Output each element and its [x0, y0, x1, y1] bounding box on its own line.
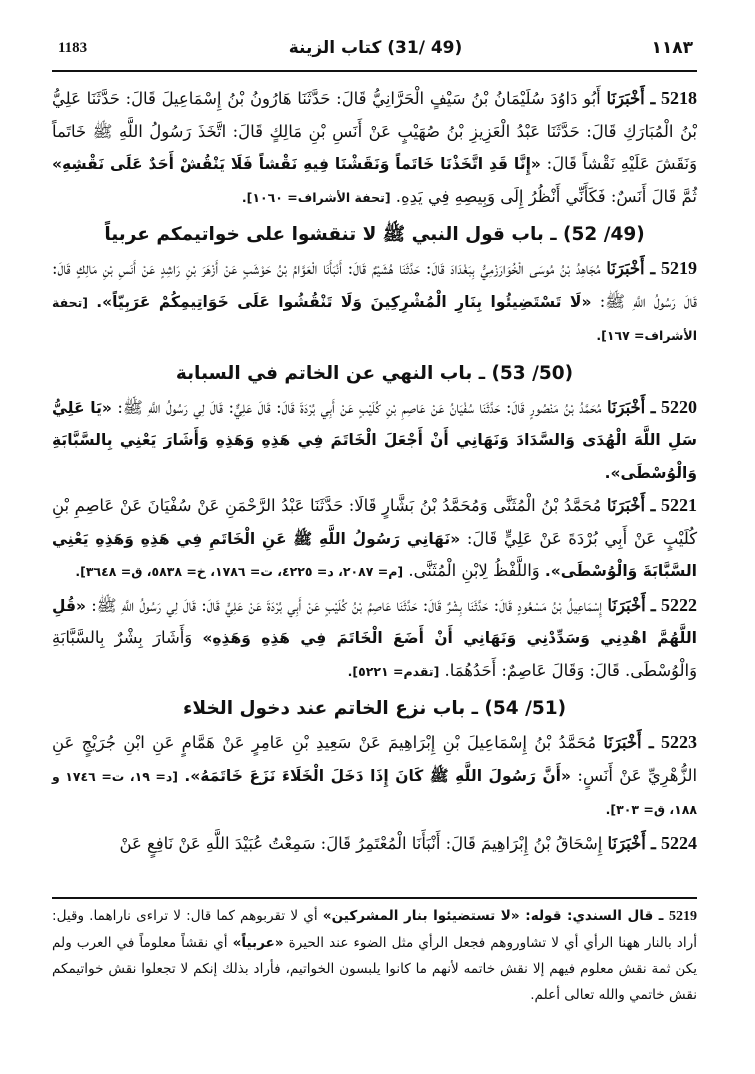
footnote-5219 [52, 903, 697, 1008]
hadith-number: 5224 [661, 832, 697, 853]
trailing-text: وَاللَّفْظُ لِابْنِ الْمُثَنَّى. [408, 561, 545, 580]
hadith-5222: 5222 ـ أَخْبَرَنَا إِسْمَاعِيلُ بْنُ مَسْعُودٍ قَالَ: حَدَّثَنَا بِشْرٌ قَالَ: حَدَّثَنَا عَاصِمُ بْنُ كُلَيْبٍ عَنْ أَبِي بُرْدَةَ عَنْ عَلِيٍّ قَالَ: قَالَ لِي رَسُولُ اللَّهِ ﷺ: «قُلِ اللَّهُمَّ اهْدِنِي وَسَدِّدْنِي وَنَهَانِي أَنْ أَضَعَ الْخَاتَمَ فِي هَذِهِ وَهَذِهِ» وَأَشَارَ بِشْرٌ بِالسَّبَّابَةِ وَالْوُسْطَى. قَالَ: وَقَالَ عَاصِمٌ: أَحَدُهُمَا. [تقدم= ٥٢٢١]. [52, 594, 697, 680]
footnote-lead: ـ قال السندي: قوله: [519, 908, 670, 924]
main-text [52, 82, 697, 890]
isnad-text: إِسْحَاقُ بْنُ إِبْرَاهِيمَ قَالَ: أَنْبَأَنَا الْمُعْتَمِرُ قَالَ: سَمِعْتُ عُبَيْدَ اللَّهِ عَنْ نَافِعٍ عَنْ [119, 833, 608, 853]
hadith-number: 5221 [660, 495, 697, 515]
hadith-number: 5223 [660, 732, 697, 752]
matn-text: «إِنَّا قَدِ اتَّخَذْنَا خَاتَماً وَنَقَشْنَا فِيهِ نَقْشاً فَلَا يَنْقُشْ أَحَدٌ عَلَى نَقْشِهِ» [52, 155, 541, 173]
intro-word: أَخْبَرَنَا [606, 397, 646, 417]
trailing-text: وَأَشَارَ بِشْرٌ بِالسَّبَّابَةِ وَالْوُسْطَى. قَالَ: وَقَالَ عَاصِمٌ: أَحَدُهُمَا. [52, 628, 697, 680]
hadith-5218: 5218 ـ أَخْبَرَنَا أَبُو دَاوُدَ سُلَيْمَانُ بْنُ سَيْفٍ الْحَرَّانِيُّ قَالَ: حَدَّثَنَا هَارُونُ بْنُ إِسْمَاعِيلَ قَالَ: حَدَّثَنَا عَلِيُّ بْنُ الْمُبَارَكِ قَالَ: حَدَّثَنَا عَبْدُ الْعَزِيزِ بْنُ صُهَيْبٍ عَنْ أَنَسِ بْنِ مَالِكٍ قَالَ: اتَّخَذَ رَسُولُ اللَّهِ ﷺ خَاتَماً وَنَقَشَ عَلَيْهِ نَقْشاً قَالَ: «إِنَّا قَدِ اتَّخَذْنَا خَاتَماً وَنَقَشْنَا فِيهِ نَقْشاً فَلَا يَنْقُشْ أَحَدٌ عَلَى نَقْشِهِ» ثُمَّ قَالَ أَنَسٌ: فَكَأَنِّي أَنْظُرُ إِلَى وَبِيصِهِ فِي يَدِهِ. [تحفة الأشراف= ١٠٦٠]. [52, 88, 697, 206]
intro-word: أَخْبَرَنَا [606, 89, 645, 108]
chapter-heading-53: (50/ 53) ـ باب النهي عن الخاتم في السبابة [175, 362, 574, 384]
intro-word: أَخْبَرَنَا [606, 496, 646, 515]
matn-text: «قُلِ اللَّهُمَّ اهْدِنِي وَسَدِّدْنِي وَنَهَانِي أَنْ أَضَعَ الْخَاتَمَ فِي هَذِهِ وَهَذِهِ» [52, 596, 697, 647]
hadith-5221: 5221 ـ أَخْبَرَنَا مُحَمَّدُ بْنُ الْمُثَنَّى وَمُحَمَّدُ بْنُ بَشَّارٍ قَالَا: حَدَّثَنَا عَبْدُ الرَّحْمَنِ عَنْ سُفْيَانَ عَنْ عَاصِمِ بْنِ كُلَيْبٍ عَنْ أَبِي بُرْدَةَ عَنْ عَلِيٍّ قَالَ: «نَهَانِي رَسُولُ اللَّهِ ﷺ عَنِ الْخَاتَمِ فِي هَذِهِ وَهَذِهِ يَعْنِي السَّبَّابَةَ وَالْوُسْطَى». وَاللَّفْظُ لِابْنِ الْمُثَنَّى. [م= ٢٠٨٧، د= ٤٢٢٥، ت= ١٧٨٦، خ= ٥٨٣٨، ق= ٣٦٤٨]. [52, 495, 698, 580]
reference: [م= ٢٠٨٧، د= ٤٢٢٥، ت= ١٧٨٦، خ= ٥٨٣٨، ق= ٣٦٤٨]. [75, 564, 404, 579]
footnote-quote: «عربياً» [232, 935, 284, 951]
intro-word: أَخْبَرَنَا [606, 259, 645, 278]
hadith-number: 5222 [660, 594, 697, 615]
hadith-5219: 5219 ـ أَخْبَرَنَا مُجَاهِدُ بْنُ مُوسَى الْخُوَارَزْمِيُّ بِبَغْدَادَ قَالَ: حَدَّثَنَا هُشَيْمٌ قَالَ: أَنْبَأَنَا الْعَوَّامُ بْنُ حَوْشَبٍ عَنْ أَزْهَرَ بْنِ رَاشِدٍ عَنْ أَنَسِ بْنِ مَالِكٍ قَالَ: قَالَ رَسُولُ اللَّهِ ﷺ: «لَا تَسْتَضِيئُوا بِنَارِ الْمُشْرِكِينَ وَلَا تَنْقُشُوا عَلَى خَوَاتِيمِكُمْ عَرَبِيّاً». [تحفة الأشراف= ١٦٧]. [52, 258, 697, 343]
page-number-latin: 1183 [58, 40, 88, 56]
reference: [تقدم= ٥٢٢١]. [347, 663, 440, 679]
intro-word: أَخْبَرَنَا [607, 595, 646, 615]
reference: [د= ١٩، ت= ١٧٤٦ و ١٨٨، ق= ٣٠٣]. [52, 768, 697, 817]
footnote-rule [52, 897, 697, 899]
isnad-text: مُجَاهِدُ بْنُ مُوسَى الْخُوَارَزْمِيُّ بِبَغْدَادَ قَالَ: حَدَّثَنَا هُشَيْمٌ قَالَ: أَنْبَأَنَا الْعَوَّامُ بْنُ حَوْشَبٍ عَنْ أَزْهَرَ بْنِ رَاشِدٍ عَنْ أَنَسِ بْنِ مَالِكٍ قَالَ: قَالَ رَسُولُ اللَّهِ ﷺ: [52, 259, 697, 311]
hadith-5224: 5224 ـ أَخْبَرَنَا إِسْحَاقُ بْنُ إِبْرَاهِيمَ قَالَ: أَنْبَأَنَا الْمُعْتَمِرُ قَالَ: سَمِعْتُ عُبَيْدَ اللَّهِ عَنْ نَافِعٍ عَنْ [119, 832, 697, 853]
hadith-5220: 5220 ـ أَخْبَرَنَا مُحَمَّدُ بْنُ مَنْصُورٍ قَالَ: حَدَّثَنَا سُفْيَانُ عَنْ عَاصِمِ بْنِ كُلَيْبٍ عَنْ أَبِي بُرْدَةَ قَالَ: قَالَ عَلِيٌّ: قَالَ لِي رَسُولُ اللَّهِ ﷺ: «يَا عَلِيُّ سَلِ اللَّهَ الْهُدَى وَالسَّدَادَ وَنَهَانِي أَنْ أَجْعَلَ الْخَاتَمَ فِي هَذِهِ وَهَذِهِ وَأَشَارَ يَعْنِي بِالسَّبَّابَةِ وَالْوُسْطَى». [52, 396, 698, 482]
isnad-text: إِسْمَاعِيلُ بْنُ مَسْعُودٍ قَالَ: حَدَّثَنَا بِشْرٌ قَالَ: حَدَّثَنَا عَاصِمُ بْنُ كُلَيْبٍ عَنْ أَبِي بُرْدَةَ عَنْ عَلِيٍّ قَالَ: قَالَ لِي رَسُولُ اللَّهِ ﷺ: [86, 595, 608, 615]
isnad-text: أَبُو دَاوُدَ سُلَيْمَانُ بْنُ سَيْفٍ الْحَرَّانِيُّ قَالَ: حَدَّثَنَا هَارُونُ بْنُ إِسْمَاعِيلَ قَالَ: حَدَّثَنَا عَلِيُّ بْنُ الْمُبَارَكِ قَالَ: حَدَّثَنَا عَبْدُ الْعَزِيزِ بْنُ صُهَيْبٍ عَنْ أَنَسِ بْنِ مَالِكٍ قَالَ: اتَّخَذَ رَسُولُ اللَّهِ ﷺ خَاتَماً وَنَقَشَ عَلَيْهِ نَقْشاً قَالَ: [52, 89, 697, 173]
reference: [تحفة الأشراف= ١٠٦٠]. [241, 189, 391, 205]
trailing-text: ثُمَّ قَالَ أَنَسٌ: فَكَأَنِّي أَنْظُرُ إِلَى وَبِيصِهِ فِي يَدِهِ. [395, 186, 697, 206]
intro-word: أَخْبَرَنَا [607, 833, 646, 853]
running-title: (49 /31) كتاب الزينة [288, 38, 463, 58]
footnote-text: أي لا تقربوهم كما قال: لا تراءى ناراهما. وقيل: أراد بالنار ههنا الرأي أي لا تشاوروهم فجعل الرأي مثل الضوء عند الحيرة [52, 908, 697, 951]
matn-text: «نَهَانِي رَسُولُ اللَّهِ ﷺ عَنِ الْخَاتَمِ فِي هَذِهِ وَهَذِهِ يَعْنِي السَّبَّابَةَ وَالْوُسْطَى». [52, 529, 697, 580]
matn-text: «يَا عَلِيُّ سَلِ اللَّهَ الْهُدَى وَالسَّدَادَ وَنَهَانِي أَنْ أَجْعَلَ الْخَاتَمَ فِي هَذِهِ وَهَذِهِ وَأَشَارَ يَعْنِي بِالسَّبَّابَةِ وَالْوُسْطَى». [52, 398, 697, 482]
intro-word: أَخْبَرَنَا [603, 733, 642, 752]
page-header [58, 38, 693, 64]
isnad-text: مُحَمَّدُ بْنُ مَنْصُورٍ قَالَ: حَدَّثَنَا سُفْيَانُ عَنْ عَاصِمِ بْنِ كُلَيْبٍ عَنْ أَبِي بُرْدَةَ قَالَ: قَالَ عَلِيٌّ: قَالَ لِي رَسُولُ اللَّهِ ﷺ: [111, 397, 607, 417]
header-rule [52, 70, 697, 72]
footnote-quote: «لا تستضيئوا بنار المشركين» [322, 908, 520, 924]
isnad-text: مُحَمَّدُ بْنُ إِسْمَاعِيلَ بْنِ إِبْرَاهِيمَ عَنْ سَعِيدِ بْنِ عَامِرٍ عَنْ هَمَّامٍ عَنِ ابْنِ جُرَيْجٍ عَنِ الزُّهْرِيِّ عَنْ أَنَسٍ: [52, 733, 698, 785]
footnote-number: 5219 [669, 909, 698, 924]
hadith-number: 5218 [660, 88, 697, 108]
chapter-heading-52: (49/ 52) ـ باب قول النبي ﷺ لا تنقشوا على خواتيمكم عربياً [104, 224, 645, 245]
chapter-heading-54: (51/ 54) ـ باب نزع الخاتم عند دخول الخلاء [182, 698, 567, 719]
page-number-arabic: ١١٨٣ [651, 38, 693, 58]
matn-text: «أَنَّ رَسُولَ اللَّهِ ﷺ كَانَ إِذَا دَخَلَ الْخَلَاءَ نَزَعَ خَاتَمَهُ». [184, 766, 571, 785]
isnad-text: مُحَمَّدُ بْنُ الْمُثَنَّى وَمُحَمَّدُ بْنُ بَشَّارٍ قَالَا: حَدَّثَنَا عَبْدُ الرَّحْمَنِ عَنْ سُفْيَانَ عَنْ عَاصِمِ بْنِ كُلَيْبٍ عَنْ أَبِي بُرْدَةَ عَنْ عَلِيٍّ قَالَ: [52, 496, 698, 548]
hadith-5223: 5223 ـ أَخْبَرَنَا مُحَمَّدُ بْنُ إِسْمَاعِيلَ بْنِ إِبْرَاهِيمَ عَنْ سَعِيدِ بْنِ عَامِرٍ عَنْ هَمَّامٍ عَنِ ابْنِ جُرَيْجٍ عَنِ الزُّهْرِيِّ عَنْ أَنَسٍ: «أَنَّ رَسُولَ اللَّهِ ﷺ كَانَ إِذَا دَخَلَ الْخَلَاءَ نَزَعَ خَاتَمَهُ». [د= ١٩، ت= ١٧٤٦ و ١٨٨، ق= ٣٠٣]. [52, 732, 698, 817]
hadith-number: 5219 [660, 258, 697, 278]
hadith-number: 5220 [661, 396, 698, 417]
footnote-text: أي نقشاً معلوماً في العرب ولم يكن ثمة نقش معلوم فيهم إلا نقش خاتمه لأنهم ما كانوا يلبسون الخواتيم، فأراد بذلك إنكم لا تجعلوا نقش خواتيمكم نقش خاتمي والله تعالى أعلم. [52, 935, 697, 1003]
matn-text: «لَا تَسْتَضِيئُوا بِنَارِ الْمُشْرِكِينَ وَلَا تَنْقُشُوا عَلَى خَوَاتِيمِكُمْ عَرَبِيّاً». [96, 292, 592, 311]
reference: [تحفة الأشراف= ١٦٧]. [52, 294, 697, 343]
